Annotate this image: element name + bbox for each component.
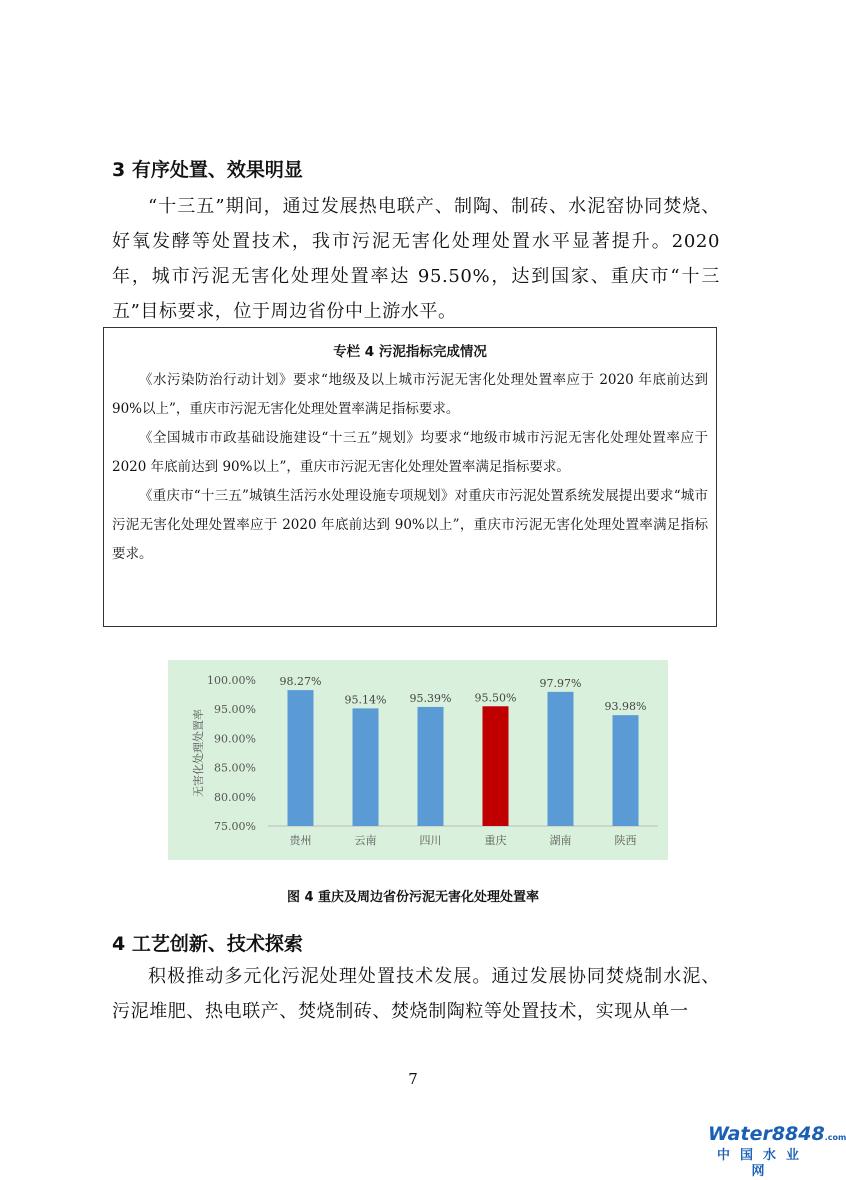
chart-container (168, 660, 668, 860)
y-tick-label: 100.00% (207, 674, 256, 687)
logo-number: 8848 (771, 1123, 825, 1145)
data-label: 93.98% (604, 700, 647, 714)
logo-suffix: .com (824, 1133, 846, 1142)
x-tick-label: 云南 (354, 834, 377, 847)
x-tick-label: 陕西 (614, 834, 637, 847)
box-title: 专栏 4 污泥指标完成情况 (333, 344, 487, 360)
logo-brand: Water (708, 1123, 772, 1145)
x-tick-label: 贵州 (289, 834, 312, 847)
data-label: 97.97% (539, 676, 582, 690)
watermark-logo (708, 1123, 846, 1180)
x-tick-label: 湖南 (549, 834, 572, 847)
x-tick-label: 重庆 (484, 834, 507, 847)
section-4-heading: 4 工艺创新、技术探索 (112, 933, 303, 955)
data-label: 95.39% (409, 691, 452, 705)
y-axis-label: 无害化处理处置率 (192, 709, 205, 797)
page-number: 7 (408, 1070, 418, 1088)
bar-2 (418, 707, 444, 826)
bar-5 (613, 715, 639, 826)
box-paragraph-1: 《水污染防治行动计划》要求“地级及以上城市污泥无害化处理处置率应于 2020 年底前达到 90%以上”，重庆市污泥无害化处理处置率满足指标要求。 (112, 372, 708, 417)
bar-chart (168, 660, 668, 860)
data-label: 98.27% (279, 675, 322, 689)
sidebar-box (103, 327, 717, 627)
data-label: 95.50% (474, 691, 517, 705)
box-paragraph-3: 《重庆市“十三五”城镇生活污水处理设施专项规划》对重庆市污泥处置系统发展提出要求“城市污泥无害化处理处置率应于 2020 年底前达到 90%以上”，重庆市污泥无害化处理处置率满足指标要求。 (112, 488, 708, 562)
section-3-paragraph: “十三五”期间，通过发展热电联产、制陶、制砖、水泥窑协同焚烧、好氧发酵等处置技术，我市污泥无害化处理处置水平显著提升。2020 年，城市污泥无害化处理处置率达 95.50%，达到国家、重庆市“十三五”目标要求，位于周边省份中上游水平。 (112, 196, 720, 322)
y-tick-label: 80.00% (214, 790, 256, 804)
y-tick-label: 90.00% (214, 732, 256, 746)
box-paragraph-2: 《全国城市市政基础设施建设“十三五”规划》均要求“地级市城市污泥无害化处理处置率应于 2020 年底前达到 90%以上”，重庆市污泥无害化处理处置率满足指标要求。 (112, 430, 708, 475)
bar-3 (483, 706, 509, 826)
figure-caption: 图 4 重庆及周边省份污泥无害化处理处置率 (286, 890, 540, 905)
bar-1 (353, 708, 379, 826)
section-4-paragraph: 积极推动多元化污泥处理处置技术发展。通过发展协同焚烧制水泥、污泥堆肥、热电联产、焚烧制砖、焚烧制陶粒等处置技术，实现从单一 (112, 966, 720, 1022)
bar-0 (288, 690, 314, 826)
x-tick-label: 四川 (419, 834, 442, 847)
y-tick-label: 75.00% (214, 820, 256, 833)
bar-4 (548, 692, 574, 826)
section-3-heading: 3 有序处置、效果明显 (112, 159, 303, 181)
data-label: 95.14% (344, 693, 387, 707)
y-tick-label: 85.00% (214, 761, 256, 775)
y-tick-label: 95.00% (214, 703, 256, 717)
logo-chinese: 中国水业网 (716, 1148, 809, 1179)
